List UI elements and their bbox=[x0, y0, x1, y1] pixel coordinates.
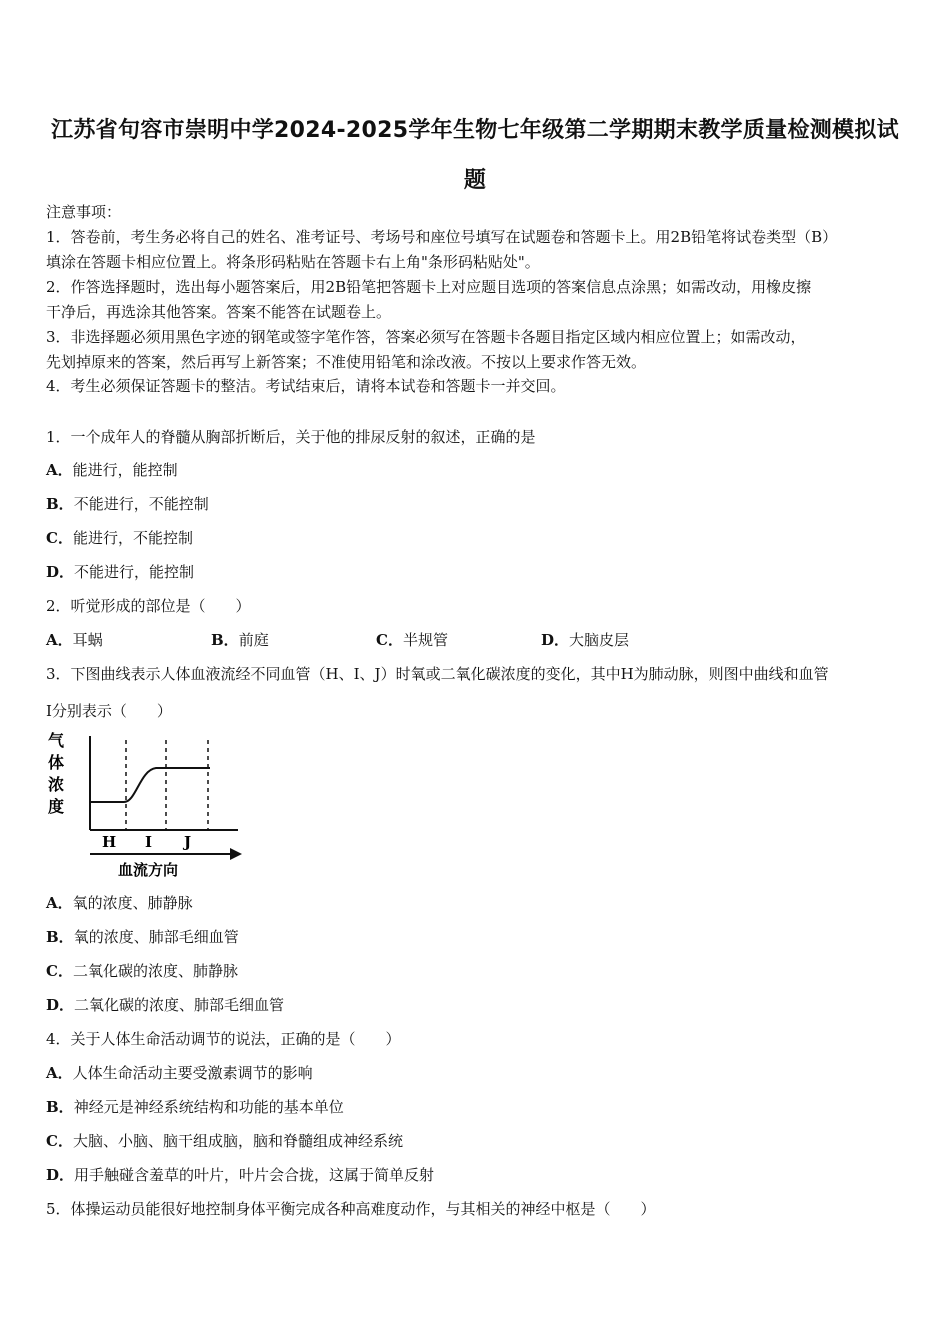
option-text: 氧的浓度、肺静脉 bbox=[72, 894, 193, 912]
option-label: C． bbox=[46, 1132, 73, 1150]
option-text: 二氧化碳的浓度、肺静脉 bbox=[72, 962, 238, 980]
notice-line: 1．答卷前，考生务必将自己的姓名、准考证号、考场号和座位号填写在试题卷和答题卡上。用2B铅笔将试卷类型（B） bbox=[46, 228, 838, 246]
segment-label-h: H bbox=[102, 833, 117, 851]
q1-option-a bbox=[46, 460, 178, 480]
option-text: 能进行，不能控制 bbox=[72, 529, 193, 547]
q1-option-c bbox=[46, 528, 193, 548]
q1-stem: 1．一个成年人的脊髓从胸部折断后，关于他的排尿反射的叙述，正确的是 bbox=[46, 428, 536, 446]
segment-label-j: J bbox=[184, 833, 192, 851]
concentration-curve bbox=[90, 768, 210, 802]
option-label: A． bbox=[46, 894, 73, 912]
flow-arrow-head bbox=[230, 848, 242, 860]
option-text: 神经元是神经系统结构和功能的基本单位 bbox=[73, 1098, 344, 1116]
option-text: 人体生命活动主要受激素调节的影响 bbox=[72, 1064, 313, 1082]
option-text: 氧的浓度、肺部毛细血管 bbox=[73, 928, 239, 946]
q3-stem-continued: I分别表示（ ） bbox=[46, 702, 172, 720]
option-text: 不能进行，不能控制 bbox=[73, 495, 209, 513]
q3-option-c bbox=[46, 961, 238, 981]
q4-option-a bbox=[46, 1063, 313, 1083]
notice-line: 先划掉原来的答案，然后再写上新答案；不准使用铅笔和涂改液。不按以上要求作答无效。 bbox=[46, 353, 647, 371]
q1-option-d bbox=[46, 562, 194, 582]
option-label: A． bbox=[46, 1064, 73, 1082]
q1-option-b bbox=[46, 494, 209, 514]
q3-stem: 3．下图曲线表示人体血液流经不同血管（H、I、J）时氧或二氧化碳浓度的变化，其中H为肺动脉，则图中曲线和血管 bbox=[46, 665, 829, 683]
option-label: B． bbox=[46, 495, 74, 513]
notice-line: 填涂在答题卡相应位置上。将条形码粘贴在答题卡右上角"条形码粘贴处"。 bbox=[46, 253, 540, 271]
notice-heading: 注意事项： bbox=[46, 203, 122, 221]
q2-options bbox=[46, 630, 906, 650]
notice-line: 干净后，再选涂其他答案。答案不能答在试题卷上。 bbox=[46, 303, 392, 321]
y-label-char: 度 bbox=[48, 797, 65, 816]
option-label: D． bbox=[46, 563, 75, 581]
q3-option-b bbox=[46, 927, 239, 947]
q4-option-b bbox=[46, 1097, 344, 1117]
option-label: C． bbox=[46, 529, 73, 547]
option-label: B． bbox=[46, 1098, 74, 1116]
y-label-char: 气 bbox=[48, 731, 65, 750]
option-text: 不能进行，能控制 bbox=[74, 563, 195, 581]
q2-stem: 2．听觉形成的部位是（ ） bbox=[46, 597, 251, 615]
q4-stem: 4．关于人体生命活动调节的说法，正确的是（ ） bbox=[46, 1030, 401, 1048]
option-label: A． bbox=[46, 461, 73, 479]
option-label: D． bbox=[46, 996, 75, 1014]
q3-figure-graph bbox=[44, 730, 244, 880]
q2-option-a: A．耳蜗 bbox=[46, 631, 103, 649]
q5-stem: 5．体操运动员能很好地控制身体平衡完成各种高难度动作，与其相关的神经中枢是（ ） bbox=[46, 1200, 656, 1218]
page-title-continued: 题 bbox=[463, 168, 487, 193]
option-text: 用手触碰含羞草的叶片，叶片会合拢，这属于简单反射 bbox=[74, 1166, 435, 1184]
option-label: D． bbox=[46, 1166, 75, 1184]
option-label: C． bbox=[46, 962, 73, 980]
option-text: 大脑、小脑、脑干组成脑，脑和脊髓组成神经系统 bbox=[72, 1132, 403, 1150]
x-axis-label: 血流方向 bbox=[118, 861, 179, 879]
option-text: 能进行，能控制 bbox=[72, 461, 178, 479]
y-label-char: 体 bbox=[48, 753, 65, 772]
q2-option-d: D．大脑皮层 bbox=[541, 631, 630, 649]
segment-label-i: I bbox=[145, 833, 153, 851]
q4-option-c bbox=[46, 1131, 403, 1151]
y-label-char: 浓 bbox=[48, 775, 65, 794]
option-text: 二氧化碳的浓度、肺部毛细血管 bbox=[74, 996, 285, 1014]
option-label: B． bbox=[46, 928, 74, 946]
q3-option-a bbox=[46, 893, 193, 913]
q2-option-b: B．前庭 bbox=[211, 631, 269, 649]
q3-option-d bbox=[46, 995, 284, 1015]
q4-option-d bbox=[46, 1165, 434, 1185]
q2-option-c: C．半规管 bbox=[376, 631, 448, 649]
notice-line: 3．非选择题必须用黑色字迹的钢笔或签字笔作答，答案必须写在答题卡各题目指定区域内相应位置上；如需改动， bbox=[46, 328, 806, 346]
notice-line: 2．作答选择题时，选出每小题答案后，用2B铅笔把答题卡上对应题目选项的答案信息点涂黑；如需改动，用橡皮擦 bbox=[46, 278, 812, 296]
notice-line: 4．考生必须保证答题卡的整洁。考试结束后，请将本试卷和答题卡一并交回。 bbox=[46, 377, 566, 395]
page-title: 江苏省句容市崇明中学2024-2025学年生物七年级第二学期期末教学质量检测模拟试 bbox=[51, 118, 899, 143]
